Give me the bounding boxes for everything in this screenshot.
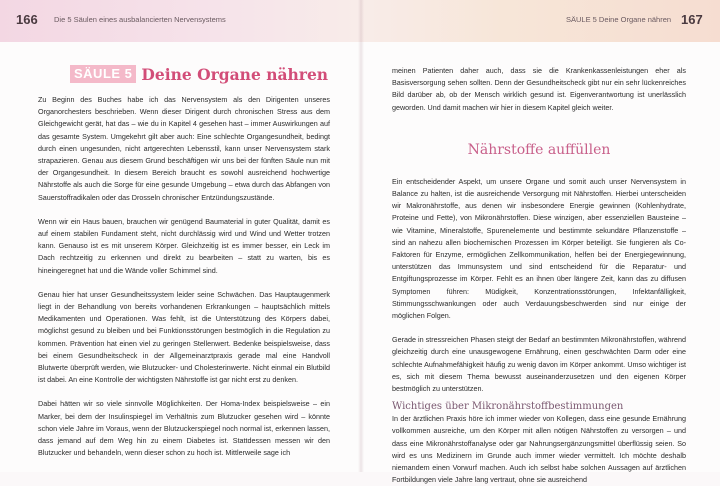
chapter-title: Deine Organe nähren [141,64,329,84]
body-paragraph: meinen Patienten daher auch, dass sie die Krankenkassenleistungen eher als Basisversorgung sehen sollten. Denn der Gesundheitscheck gibt nur ein sehr lückenreiches Bild darüber ab, ob der Mensch wirklich gesund ist. Eigenverantwortung ist unerlässlich geworden. Und damit machen wir hier in diesem Kapitel gleich weiter. [392,66,686,112]
left-page [38,42,330,459]
left-page-number: 166 [16,12,38,27]
body-paragraph: Dabei hätten wir so viele sinnvolle Möglichkeiten. Der Homa-Index beispielsweise – ein Marker, bei dem der Insulinspiegel im Verhältnis zum Blutzucker gesehen wird – könnte schon viele Jahre im Voraus, wenn der Blutzuckerspiegel noch normal ist, erkennen lassen, dass jemand auf dem Weg hin zu einem Diabetes ist. Stattdessen messen wir den Blutzucker und behandeln, wenn dieser schon zu hoch ist. Mittlerweile sage ich [38,399,330,458]
chapter-heading [38,63,330,85]
page-gutter [358,0,364,472]
right-running-title: SÄULE 5 Deine Organe nähren [566,15,672,24]
section-heading: Nährstoffe auffüllen [467,141,611,158]
right-page-number: 167 [681,12,703,27]
body-paragraph: Gerade in stressreichen Phasen steigt der Bedarf an bestimmten Mikronährstoffen, während gleichzeitig durch eine unausgewogene Ernährung, einen geschwächten Darm oder eine schlechte Aufnahmefähigkeit häufig zu wenig davon im Körper ankommt. Umso wichtiger ist es, sich mit diesem Thema bewusst auseinanderzusetzen und den eigenen Körper bestmöglich zu unterstützen. [392,335,686,394]
left-running-title: Die 5 Säulen eines ausbalancierten Nervensystems [54,15,226,24]
body-paragraph: Zu Beginn des Buches habe ich das Nervensystem als den Dirigenten unseres Organorchesters beschrieben. Wenn dieser Dirigent durch chronischen Stress aus dem Gleichgewicht gerät, hat das – wie du in Kapitel 4 gesehen hast – immer Auswirkungen auf das gesamte System. Umgekehrt gilt aber auch: Eine schlechte Organgesundheit, bedingt durch einen ungesunden, nicht artgerechten Lebensstil, kann unser Nervensystem stark strapazieren. Genau aus diesem Grund beschäftigen wir uns bei der fünften Säule nun mit der Organgesundheit. In diesem Bereich braucht es sowohl ausreichend hochwertige Nährstoffe als auch die Sorge für eine gesunde Umgebung – etwa durch das Abfangen von Sauerstoffradikalen oder das Drosseln chronischer Entzündungszustände. [38,95,330,202]
body-paragraph: Ein entscheidender Aspekt, um unsere Organe und somit auch unser Nervensystem in Balance zu halten, ist die ausreichende Versorgung mit Nährstoffen. Hierbei unterscheiden wir Makronährstoffe, aus denen wir insbesondere Energie gewinnen (Kohlenhydrate, Proteine und Fette), von Mikronährstoffen. Diese winzigen, aber essenziellen Bausteine – wie Vitamine, Mineralstoffe, Spurenelemente und bestimmte sekundäre Pflanzenstoffe – sind an nahezu allen biochemischen Prozessen im Körper beteiligt. Sie fungieren als Co-Faktoren für Enzyme, ermöglichen Zellkommunikation, helfen bei der Energiegewinnung, unterstützen das Immunsystem und sind entscheidend für die Reparatur- und Entgiftungsprozesse im Körper. Fehlt es an ihnen über längere Zeit, kann das zu diffusen Symptomen führen: Müdigkeit, Konzentrationsstörungen, Infektanfälligkeit, Stimmungsschwankungen oder auch Verdauungsbeschwerden sind nur einige der möglichen Folgen. [392,176,686,321]
chapter-tag: SÄULE 5 [70,65,136,83]
body-paragraph: Wenn wir ein Haus bauen, brauchen wir genügend Baumaterial in guter Qualität, damit es auf einem stabilen Fundament steht, nicht durchlässig wird und Wind und Wetter trotzen kann. Genauso ist es mit unserem Körper. Gleichzeitig ist es immer besser, ein Leck im Dach rechtzeitig zu erkennen und direkt zu bearbeiten – statt zu warten, bis es hineingeregnet hat und die Wände voller Schimmel sind. [38,216,330,275]
body-paragraph: Genau hier hat unser Gesundheitssystem leider seine Schwächen. Das Hauptaugenmerk liegt in der Behandlung von bereits vorhandenen Erkrankungen – hauptsächlich mittels Medikamenten und Operationen. Was fehlt, ist die Unterstützung des Körpers dabei, möglichst gesund zu bleiben und bei Funktionsstörungen bestmöglich in die Regulation zu kommen. Prävention hat einen viel zu geringen Stellenwert. Bedenke beispielsweise, dass bei einem Gesundheitscheck in der Allgemeinarztpraxis gerade mal eine Handvoll Blutwerte überprüft werden, wie Blutzucker- und Cholesterinwerte. Nicht einmal ein Blutbild ist dabei. An eine Kontrolle der wichtigsten Nährstoffe ist gar nicht erst zu denken. [38,289,330,385]
body-paragraph: In der ärztlichen Praxis höre ich immer wieder von Kollegen, dass eine gesunde Ernährung vollkommen ausreiche, um den Körper mit allen nötigen Nährstoffen zu versorgen – und dass eine Mikronährstoffanalyse oder gar Nahrungsergänzungsmittel überflüssig seien. So wird es uns Medizinern im Grunde auch immer wieder vermittelt. Ich möchte deshalb niemandem einen Vorwurf machen. Auch ich selbst habe solchen Aussagen auf ärztlichen Fortbildungen viele Jahre lang vertraut, ohne sie ausreichend [392,414,686,485]
subheading: Wichtiges über Mikronährstoffbestimmungen [392,401,624,413]
right-page [392,42,686,486]
